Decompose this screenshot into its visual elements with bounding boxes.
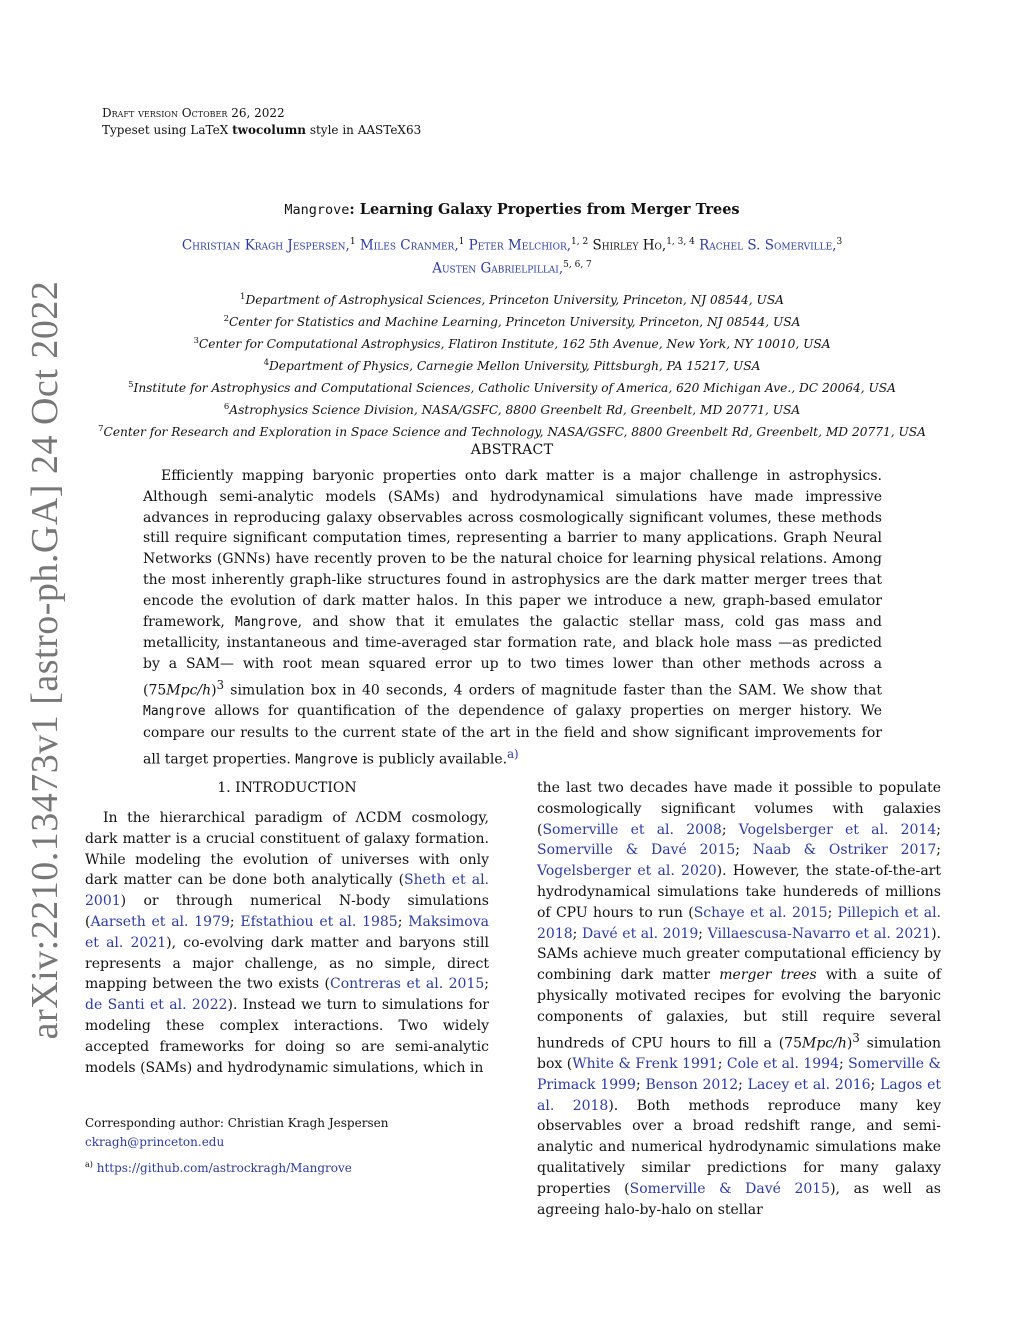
citation-link[interactable]: Contreras et al. 2015: [330, 976, 485, 993]
affiliation-text: Department of Astrophysical Sciences, Princeton University, Princeton, NJ 08544, USA: [245, 293, 784, 308]
typeset-prefix: Typeset using: [102, 123, 191, 137]
author-sup: 1, 2: [571, 237, 589, 247]
body-text: simulation box (: [537, 1035, 941, 1073]
exponent: 3: [216, 677, 225, 692]
emphasis-merger-trees: merger trees: [719, 967, 817, 984]
abstract-text: allows for quantification of the dependence of galaxy properties on merger history. We compare our results to the current state of the art in the field and show significant improvements for all target properties.: [143, 703, 882, 768]
citation-link[interactable]: Somerville & Davé 2015: [537, 842, 736, 859]
citation-link[interactable]: Lacey et al. 2016: [747, 1076, 871, 1093]
title-code-name: Mangrove: [284, 202, 350, 218]
citation-link[interactable]: Sheth et al. 2001: [85, 872, 489, 910]
affiliation-number: 6: [223, 402, 230, 413]
author-sup: 1: [458, 237, 465, 247]
draft-version-line: Draft version October 26, 2022: [102, 106, 285, 120]
citation-link[interactable]: Benson 2012: [645, 1076, 739, 1093]
citation-link[interactable]: Cole et al. 1994: [726, 1056, 839, 1073]
citation-link[interactable]: Pillepich et al. 2018: [537, 904, 941, 942]
arxiv-side-stamp: arXiv:2210.13473v1 [astro-ph.GA] 24 Oct 2022: [24, 280, 66, 1040]
corresponding-author-block: [85, 1114, 388, 1152]
affiliation-line: [60, 310, 964, 332]
affiliation-text: Institute for Astrophysics and Computational Sciences, Catholic University of America, 620 Michigan Ave., DC 20064, USA: [133, 381, 896, 396]
citation-link[interactable]: Aarseth et al. 1979: [90, 913, 230, 930]
author-link[interactable]: Miles Cranmer,: [359, 237, 459, 254]
footnote-mark-link[interactable]: a): [507, 747, 519, 762]
body-text: ). However, the state-of-the-art hydrodynamical simulations take hundereds of millions of CPU hours to run (: [537, 863, 941, 921]
typeset-suffix: style in AASTeX63: [306, 123, 422, 137]
section-heading-introduction: 1. INTRODUCTION: [217, 780, 357, 796]
author-sup: 1: [349, 237, 356, 247]
math-mpc-h: Mpc/h: [166, 682, 212, 699]
author-link[interactable]: Rachel S. Somerville,: [699, 237, 837, 254]
abstract-text: Efficiently mapping baryonic properties onto dark matter is a major challenge in astrophysics. Although semi-analytic models (SAMs) and hydrodynamical simulations have made impressive advances in reproducing galaxy observables across cosmologically significant volumes, these methods still require significant computation times, representing a barrier to many applications. Graph Neural Networks (GNNs) have recently proven to be the natural choice for learning physical relations. Among the most inherently graph-like structures found in astrophysics are the dark matter merger trees that encode the evolution of dark matter halos. In this paper we introduce a new, graph-based emulator framework,: [143, 468, 882, 630]
citation-link[interactable]: Vogelsberger et al. 2020: [537, 863, 717, 880]
affiliation-line: [60, 398, 964, 420]
body-text: ), co-evolving dark matter and baryons still represents a major challenge, as no simple, direct mapping between the two exists (: [85, 934, 489, 993]
abstract-text: , and show that it emulates the galactic stellar mass, cold gas mass and metallicity, instantaneous and time-averaged star formation rate, and black hole mass —as predicted by a SAM— with root mean squared error up to two times lower than other methods across a (75: [143, 613, 882, 699]
affiliation-text: Department of Physics, Carnegie Mellon University, Pittsburgh, PA 15217, USA: [269, 359, 761, 374]
code-mangrove: Mangrove: [143, 704, 206, 720]
exponent: 3: [852, 1030, 860, 1045]
citation-link[interactable]: Schaye et al. 2015: [693, 904, 828, 921]
author-sup: 1, 3, 4: [666, 237, 695, 247]
left-column-text: In the hierarchical paradigm of ΛCDM cosmology, dark matter is a crucial constituent of galaxy formation. While modeling the evolution of universes with only dark matter can be done both analytically (Sheth et al. 2001) or through numerical N-body simulations (Aarseth et al. 1979; Efstathiou et al. 1985; Maksimova et al. 2021), co-evolving dark matter and baryons still represents a major challenge, as no simple, direct mapping between the two exists (Contreras et al. 2015; de Santi et al. 2022). Instead we turn to simulations for modeling these complex interactions. Two widely accepted frameworks for doing so are semi-analytic models (SAMs) and hydrodynamic simulations, which in: [85, 810, 489, 1076]
citation-link[interactable]: de Santi et al. 2022: [85, 997, 228, 1014]
typeset-line: [102, 122, 421, 139]
abstract-text: ): [211, 682, 217, 699]
citation-link[interactable]: White & Frenk 1991: [572, 1056, 718, 1073]
affiliation-number: 1: [240, 292, 246, 302]
author-sup: 5, 6, 7: [563, 259, 592, 270]
citation-link[interactable]: Efstathiou et al. 1985: [240, 913, 398, 930]
citation-link[interactable]: Somerville & Primack 1999: [537, 1056, 941, 1093]
author-link[interactable]: Peter Melchior,: [468, 237, 572, 254]
affiliation-line: [60, 332, 964, 354]
author-sup: 3: [836, 237, 843, 247]
abstract-text: simulation box in 40 seconds, 4 orders of magnitude faster than the SAM. We show that: [224, 682, 882, 699]
draft-header: [102, 105, 421, 139]
citation-link[interactable]: Vogelsberger et al. 2014: [738, 821, 937, 838]
affiliation-number: 7: [98, 424, 104, 435]
affiliation-line: [60, 420, 964, 442]
latex-logo: LaTeX: [190, 123, 229, 137]
citation-link[interactable]: Naab & Ostriker 2017: [752, 842, 937, 859]
affiliation-number: 3: [193, 336, 199, 347]
math-mpc-h: Mpc/h: [802, 1035, 847, 1052]
abstract-text: is publicly available.: [357, 751, 508, 768]
affiliation-text: Center for Research and Exploration in Space Science and Technology, NASA/GSFC, 8800 Greenbelt Rd, Greenbelt, MD 20771, USA: [103, 425, 926, 440]
body-text: In the hierarchical paradigm of ΛCDM cosmology, dark matter is a crucial constituent of galaxy formation. While modeling the evolution of universes with only dark matter can be done both analytically (: [85, 810, 489, 889]
affiliation-line: [60, 376, 964, 398]
body-text: ). SAMs achieve much greater computational efficiency by combining dark matter: [537, 925, 941, 984]
body-text: ): [846, 1035, 853, 1052]
affiliation-list: [60, 288, 964, 442]
author-list: [80, 233, 944, 278]
body-text: ), as well as agreeing halo-by-halo on stellar: [537, 1180, 941, 1218]
corresponding-author: Corresponding author: Christian Kragh Jespersen: [85, 1116, 389, 1130]
footnote-a: [85, 1160, 352, 1175]
affiliation-line: [60, 354, 964, 376]
abstract-body: [143, 466, 882, 771]
affiliation-number: 4: [263, 358, 270, 369]
abstract-heading: ABSTRACT: [470, 442, 554, 458]
affiliation-number: 2: [223, 314, 229, 325]
body-text: the last two decades have made it possible to populate cosmologically significant volumes with galaxies (: [537, 780, 941, 838]
citation-link[interactable]: Maksimova et al. 2021: [85, 913, 489, 951]
citation-link[interactable]: Somerville et al. 2008: [542, 821, 722, 838]
right-column-text: the last two decades have made it possible to populate cosmologically significant volumes with galaxies (Somerville et al. 2008; Vogelsberger et al. 2014; Somerville & Davé 2015; Naab & Ostriker 2017; Vogelsberger et al. 2020). However, the state-of-the-art hydrodynamical simulations take hundereds of millions of CPU hours to run (Schaye et al. 2015; Pillepich et al. 2018; Davé et al. 2019; Villaescusa-Navarro et al. 2021). SAMs achieve much greater computational efficiency by combining dark matter merger trees with a suite of physically motivated recipes for evolving the baryonic components of galaxies, but still require several hundreds of CPU hours to fill a $(75Mpc/h)^3$ simulation box (White & Frenk 1991; Cole et al. 1994; Somerville & Primack 1999; Benson 2012; Lacey et al. 2016; Lagos et al. 2018). Both methods reproduce many key observables over a broad redshift range, and semi-analytic and numerical hydrodynamic simulations make qualitatively similar predictions for many galaxy properties (Somerville & Davé 2015), as well as agreeing halo-by-halo on stellar: [537, 780, 942, 1218]
code-mangrove: Mangrove: [295, 752, 358, 768]
body-text: ). Both methods reproduce many key observables over a broad redshift range, and semi-analytic and numerical hydrodynamic simulations make qualitatively similar predictions for many galaxy properties (: [537, 1097, 941, 1197]
code-mangrove: Mangrove: [235, 614, 298, 630]
paper-title: [0, 201, 1024, 218]
affiliation-text: Astrophysics Science Division, NASA/GSFC, 8800 Greenbelt Rd, Greenbelt, MD 20771, USA: [229, 403, 801, 418]
email-link[interactable]: ckragh@princeton.edu: [85, 1135, 225, 1149]
citation-link[interactable]: Lagos et al. 2018: [537, 1076, 941, 1114]
affiliation-text: Center for Statistics and Machine Learning, Princeton University, Princeton, NJ 08544, USA: [228, 315, 801, 330]
github-url-link[interactable]: https://github.com/astrockragh/Mangrove: [96, 1161, 352, 1175]
title-rest: : Learning Galaxy Properties from Merger Trees: [349, 201, 740, 218]
citation-link[interactable]: Villaescusa-Navarro et al. 2021: [707, 925, 932, 942]
author-link[interactable]: Austen Gabrielpillai,: [432, 260, 564, 276]
body-text: ). Instead we turn to simulations for modeling these complex interactions. Two widely accepted frameworks for doing so are semi-analytic models (SAMs) and hydrodynamic simulations, which in: [85, 997, 489, 1076]
affiliation-text: Center for Computational Astrophysics, Flatiron Institute, 162 5th Avenue, New York, NY 10010, USA: [198, 337, 831, 352]
author-name: Shirley Ho,: [592, 237, 667, 254]
citation-link[interactable]: Somerville & Davé 2015: [629, 1180, 831, 1197]
body-text: with a suite of physically motivated recipes for evolving the baryonic components of galaxies, but still require several hundreds of CPU hours to fill a (75: [537, 967, 942, 1052]
body-text: ) or through numerical N-body simulations (: [85, 893, 489, 930]
footnote-mark: a): [85, 1160, 93, 1169]
author-link[interactable]: Christian Kragh Jespersen,: [181, 237, 350, 254]
affiliation-number: 5: [128, 380, 134, 391]
citation-link[interactable]: Davé et al. 2019: [581, 925, 699, 942]
affiliation-line: [60, 288, 964, 310]
twocolumn-label: twocolumn: [232, 123, 306, 137]
